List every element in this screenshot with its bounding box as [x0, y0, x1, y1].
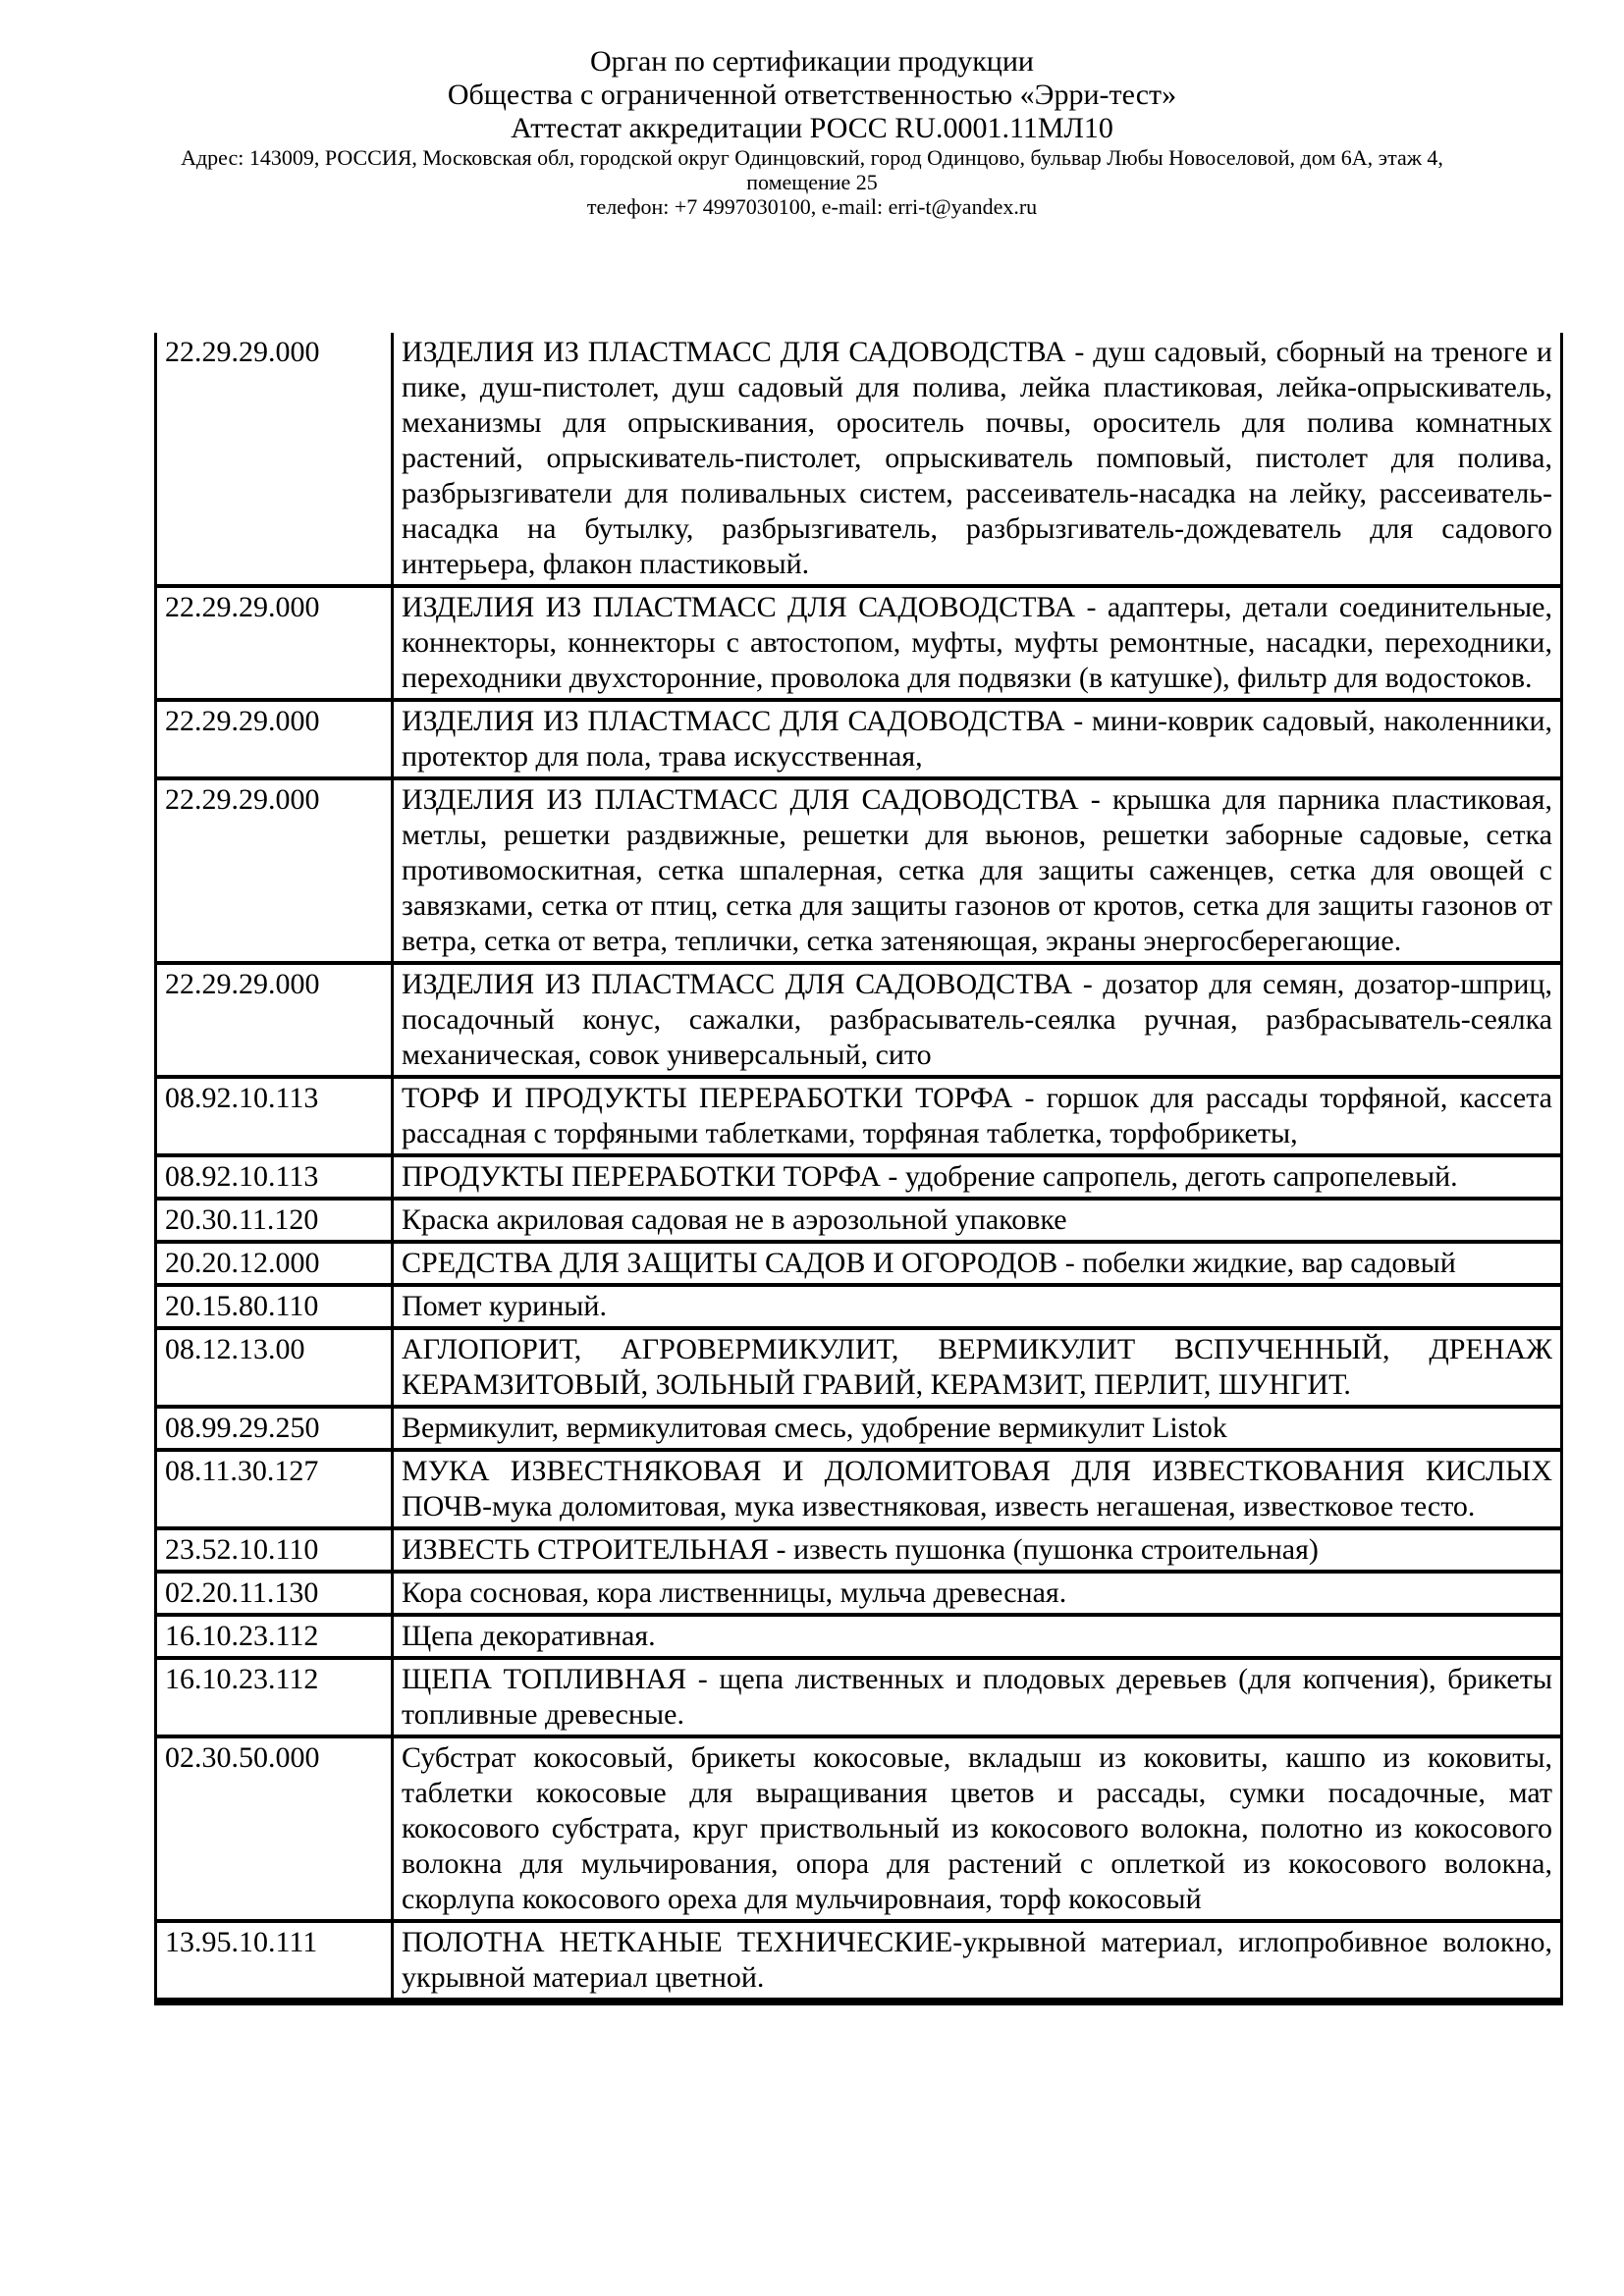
product-description-cell: ПОЛОТНА НЕТКАНЫЕ ТЕХНИЧЕСКИЕ-укрывной материал, иглопробивное волокно, укрывной материал цветной. [393, 1921, 1562, 2002]
product-row [156, 1155, 1562, 1199]
product-code-cell: 22.29.29.000 [156, 778, 393, 963]
product-code-cell: 23.52.10.110 [156, 1528, 393, 1572]
cert-body-title: Орган по сертификации продукции [590, 45, 1034, 78]
product-code-cell: 02.20.11.130 [156, 1572, 393, 1615]
product-description-cell: СРЕДСТВА ДЛЯ ЗАЩИТЫ САДОВ И ОГОРОДОВ - побелки жидкие, вар садовый [393, 1242, 1562, 1285]
product-code-cell: 22.29.29.000 [156, 586, 393, 700]
product-description-cell: ИЗДЕЛИЯ ИЗ ПЛАСТМАСС ДЛЯ САДОВОДСТВА - дозатор для семян, дозатор-шприц, посадочный конус, сажалки, разбрасыватель-сеялка ручная, разбрасыватель-сеялка механическая, совок универсальный, сито [393, 963, 1562, 1077]
product-row [156, 1199, 1562, 1242]
product-row [156, 1736, 1562, 1921]
product-description-cell: Помет куриный. [393, 1285, 1562, 1328]
product-description-cell: Вермикулит, вермикулитовая смесь, удобрение вермикулит Listok [393, 1407, 1562, 1450]
product-description-cell: Кора сосновая, кора лиственницы, мульча древесная. [393, 1572, 1562, 1615]
product-row [156, 1615, 1562, 1658]
product-code-cell: 02.30.50.000 [156, 1736, 393, 1921]
product-row [156, 586, 1562, 700]
product-code-cell: 08.92.10.113 [156, 1155, 393, 1199]
product-code-cell: 22.29.29.000 [156, 333, 393, 586]
product-description-cell: ИЗДЕЛИЯ ИЗ ПЛАСТМАСС ДЛЯ САДОВОДСТВА - крышка для парника пластиковая, метлы, решетки раздвижные, решетки для вьюнов, решетки заборные садовые, сетка противомоскитная, сетка шпалерная, сетка для защиты саженцев, сетка для овощей с завязками, сетка от птиц, сетка для защиты газонов от кротов, сетка для защиты газонов от ветра, сетка от ветра, теплички, сетка затеняющая, экраны энергосберегающие. [393, 778, 1562, 963]
product-description-cell: Щепа декоративная. [393, 1615, 1562, 1658]
product-row [156, 778, 1562, 963]
product-code-cell: 08.11.30.127 [156, 1450, 393, 1528]
product-code-cell: 20.30.11.120 [156, 1199, 393, 1242]
org-address-line-1: Адрес: 143009, РОССИЯ, Московская обл, городской округ Одинцовский, город Одинцово, бульвар Любы Новоселовой, дом 6А, этаж 4, [181, 145, 1443, 170]
product-code-cell: 16.10.23.112 [156, 1658, 393, 1736]
product-row [156, 1242, 1562, 1285]
product-code-cell: 08.92.10.113 [156, 1077, 393, 1155]
document-header [0, 0, 1624, 219]
product-description-cell: ПРОДУКТЫ ПЕРЕРАБОТКИ ТОРФА - удобрение сапропель, деготь сапропелевый. [393, 1155, 1562, 1199]
product-description-cell: ИЗДЕЛИЯ ИЗ ПЛАСТМАСС ДЛЯ САДОВОДСТВА - душ садовый, сборный на треноге и пике, душ-пистолет, душ садовый для полива, лейка пластиковая, лейка-опрыскиватель, механизмы для опрыскивания, ороситель почвы, ороситель для полива комнатных растений, опрыскиватель-пистолет, опрыскиватель помповый, пистолет для полива, разбрызгиватели для поливальных систем, рассеиватель-насадка на лейку, рассеиватель-насадка на бутылку, разбрызгиватель, разбрызгиватель-дождеватель для садового интерьера, флакон пластиковый. [393, 333, 1562, 586]
product-description-cell: ИЗДЕЛИЯ ИЗ ПЛАСТМАСС ДЛЯ САДОВОДСТВА - адаптеры, детали соединительные, коннекторы, коннекторы с автостопом, муфты, муфты ремонтные, насадки, переходники, переходники двухсторонние, проволока для подвязки (в катушке), фильтр для водостоков. [393, 586, 1562, 700]
accreditation-certificate-number: Аттестат аккредитации РОСС RU.0001.11МЛ10 [511, 112, 1113, 144]
product-description-cell: АГЛОПОРИТ, АГРОВЕРМИКУЛИТ, ВЕРМИКУЛИТ ВСПУЧЕННЫЙ, ДРЕНАЖ КЕРАМЗИТОВЫЙ, ЗОЛЬНЫЙ ГРАВИЙ, КЕРАМЗИТ, ПЕРЛИТ, ШУНГИТ. [393, 1328, 1562, 1407]
product-code-cell: 22.29.29.000 [156, 700, 393, 778]
product-row [156, 1285, 1562, 1328]
product-row [156, 700, 1562, 778]
product-code-cell: 13.95.10.111 [156, 1921, 393, 2002]
product-row [156, 333, 1562, 586]
product-code-cell: 08.99.29.250 [156, 1407, 393, 1450]
product-row [156, 963, 1562, 1077]
product-code-cell: 08.12.13.00 [156, 1328, 393, 1407]
product-row [156, 1407, 1562, 1450]
product-description-cell: МУКА ИЗВЕСТНЯКОВАЯ И ДОЛОМИТОВАЯ ДЛЯ ИЗВЕСТКОВАНИЯ КИСЛЫХ ПОЧВ-мука доломитовая, мука известняковая, известь негашеная, известковое тесто. [393, 1450, 1562, 1528]
products-table-body [156, 333, 1562, 2002]
product-description-cell: Краска акриловая садовая не в аэрозольной упаковке [393, 1199, 1562, 1242]
product-row [156, 1921, 1562, 2002]
product-description-cell: ИЗДЕЛИЯ ИЗ ПЛАСТМАСС ДЛЯ САДОВОДСТВА - мини-коврик садовый, наколенники, протектор для пола, трава искусственная, [393, 700, 1562, 778]
certification-products-table [154, 333, 1563, 2005]
product-description-cell: Субстрат кокосовый, брикеты кокосовые, вкладыш из коковиты, кашпо из коковиты, таблетки кокосовые для выращивания цветов и рассады, сумки посадочные, мат кокосового субстрата, круг приствольный из кокосового волокна, полотно из кокосового волокна для мульчирования, опора для растений с оплеткой из кокосового волокна, скорлупа кокосового ореха для мульчировнаия, торф кокосовый [393, 1736, 1562, 1921]
org-address-line-2: помещение 25 [746, 170, 878, 194]
product-description-cell: ЩЕПА ТОПЛИВНАЯ - щепа лиственных и плодовых деревьев (для копчения), брикеты топливные древесные. [393, 1658, 1562, 1736]
product-row [156, 1077, 1562, 1155]
org-contacts: телефон: +7 4997030100, e-mail: erri-t@yandex.ru [586, 194, 1038, 219]
product-row [156, 1572, 1562, 1615]
product-row [156, 1450, 1562, 1528]
product-row [156, 1658, 1562, 1736]
product-code-cell: 16.10.23.112 [156, 1615, 393, 1658]
product-code-cell: 20.15.80.110 [156, 1285, 393, 1328]
product-description-cell: ТОРФ И ПРОДУКТЫ ПЕРЕРАБОТКИ ТОРФА - горшок для рассады торфяной, кассета рассадная с торфяными таблетками, торфяная таблетка, торфобрикеты, [393, 1077, 1562, 1155]
product-row [156, 1528, 1562, 1572]
product-code-cell: 20.20.12.000 [156, 1242, 393, 1285]
cert-body-org-name: Общества с ограниченной ответственностью «Эрри-тест» [447, 79, 1177, 111]
product-description-cell: ИЗВЕСТЬ СТРОИТЕЛЬНАЯ - известь пушонка (пушонка строительная) [393, 1528, 1562, 1572]
product-row [156, 1328, 1562, 1407]
product-code-cell: 22.29.29.000 [156, 963, 393, 1077]
